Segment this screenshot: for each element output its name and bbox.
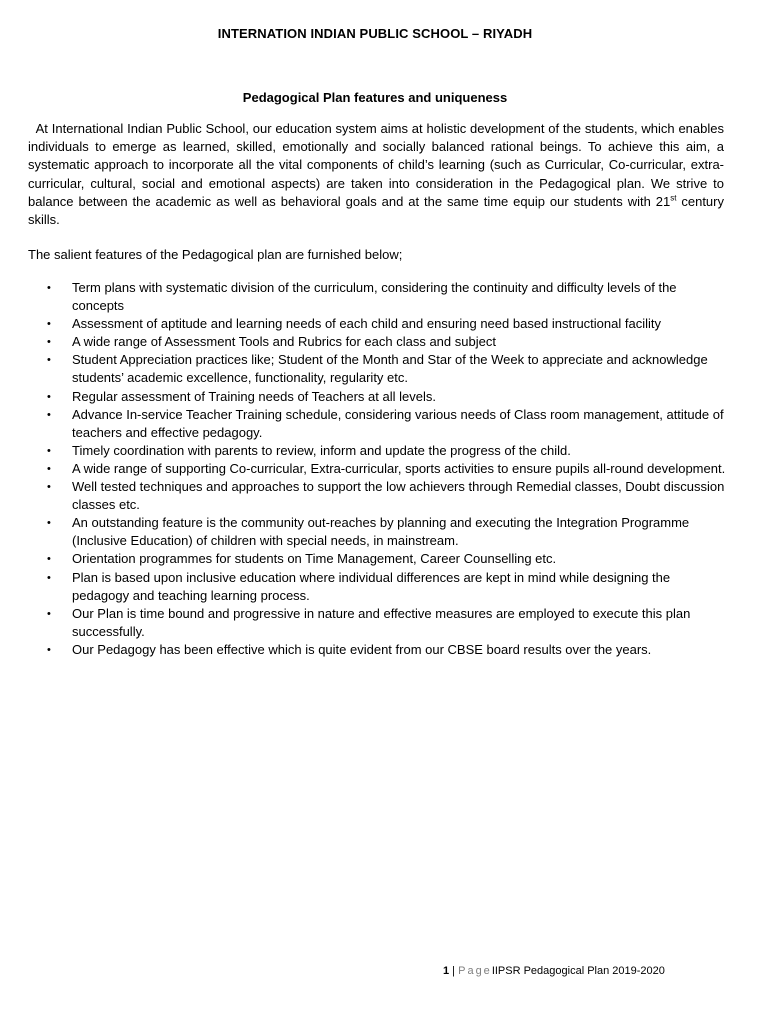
bullet-icon: • — [47, 390, 51, 403]
bullet-icon: • — [47, 517, 51, 530]
school-title: INTERNATION INDIAN PUBLIC SCHOOL – RIYADH — [217, 26, 533, 41]
features-list — [28, 279, 728, 659]
bullet-icon: • — [47, 643, 51, 656]
feature-item — [28, 333, 728, 351]
feature-text: Our Pedagogy has been effective which is quite evident from our CBSE board results over the years. — [72, 641, 652, 657]
bullet-icon: • — [47, 462, 51, 475]
feature-item — [28, 315, 728, 333]
feature-text: Term plans with systematic division of the curriculum, considering the continuity and difficulty levels of the concepts — [72, 280, 677, 314]
feature-item — [28, 460, 728, 478]
feature-text: Timely coordination with parents to review, inform and update the progress of the child. — [72, 442, 571, 458]
intro-superscript: st — [670, 193, 677, 203]
feature-text: An outstanding feature is the community out-reaches by planning and executing the Integration Programme (Inclusive Education) of children with special needs, in mainstream. — [72, 515, 690, 549]
feature-text: Plan is based upon inclusive education where individual differences are kept in mind while designing the pedagogy and teaching learning process. — [72, 569, 671, 603]
bullet-icon: • — [47, 336, 51, 349]
bullet-icon: • — [47, 282, 51, 294]
feature-item — [28, 569, 728, 605]
feature-text: A wide range of supporting Co-curricular, Extra-curricular, sports activities to ensure pupils all-round development. — [72, 460, 726, 476]
feature-item — [28, 641, 728, 659]
plan-heading: Pedagogical Plan features and uniqueness — [242, 90, 508, 105]
feature-item — [28, 351, 728, 387]
feature-item — [28, 550, 728, 568]
bullet-icon: • — [47, 553, 51, 566]
feature-text: Assessment of aptitude and learning needs of each child and ensuring need based instructional facility — [72, 316, 661, 332]
page-footer — [443, 965, 665, 977]
page-word: Page — [458, 965, 492, 977]
feature-text: Regular assessment of Training needs of Teachers at all levels. — [72, 388, 436, 404]
feature-text: Student Appreciation practices like; Student of the Month and Star of the Week to appreciate and acknowledge students’ academic excellence, functionality, regularity etc. — [72, 352, 708, 386]
footer-separator: | — [449, 965, 459, 977]
salient-intro: The salient features of the Pedagogical plan are furnished below; — [28, 247, 403, 262]
bullet-icon: • — [47, 318, 51, 331]
feature-item — [28, 478, 728, 514]
feature-item — [28, 514, 728, 550]
intro-text-part1: At International Indian Public School, our education system aims at holistic development of the students, which enables individuals to emerge as learned, skilled, emotionally and socially balanced rational beings. To achieve this aim, a systematic approach to incorporate all the vital components of child’s learning (such as Curricular, Co-curricular, extra-curricular, cultural, social and emotional aspects) are taken into consideration in the Pedagogical plan. We strive to balance between the academic as well as behavioral goals and at the same time equip our students with 21 — [28, 121, 724, 209]
bullet-icon: • — [47, 571, 51, 584]
bullet-icon: • — [47, 607, 51, 620]
footer-doc-name: IIPSR Pedagogical Plan 2019-2020 — [491, 965, 665, 977]
intro-text-part2: century skills. — [28, 193, 724, 228]
feature-item — [28, 406, 728, 442]
feature-item — [28, 442, 728, 460]
feature-text: Advance In-service Teacher Training schedule, considering various needs of Class room management, attitude of teachers and effective pedagogy. — [72, 406, 724, 440]
feature-item — [28, 388, 728, 406]
feature-text: A wide range of Assessment Tools and Rubrics for each class and subject — [72, 334, 496, 350]
feature-text: Well tested techniques and approaches to support the low achievers through Remedial classes, Doubt discussion classes etc. — [72, 479, 725, 513]
bullet-icon: • — [47, 444, 51, 457]
bullet-icon: • — [47, 408, 51, 421]
feature-item — [28, 279, 728, 315]
intro-paragraph — [28, 120, 724, 229]
page-number: 1 — [443, 965, 450, 977]
feature-text: Our Plan is time bound and progressive in nature and effective measures are employed to execute this plan successfully. — [72, 605, 691, 639]
feature-item — [28, 605, 728, 641]
bullet-icon: • — [47, 354, 51, 367]
bullet-icon: • — [47, 481, 51, 494]
feature-text: Orientation programmes for students on Time Management, Career Counselling etc. — [72, 551, 557, 567]
